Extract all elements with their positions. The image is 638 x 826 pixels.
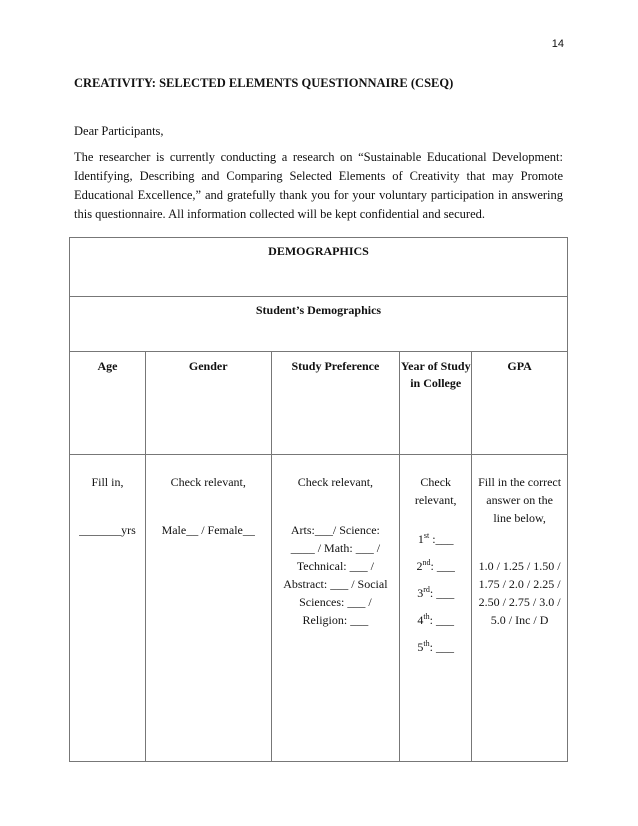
gpa-cell (472, 455, 568, 762)
gpa-column-header: GPA (472, 352, 568, 455)
age-cell (70, 455, 146, 762)
year-3-option[interactable] (400, 581, 471, 602)
study-preference-options[interactable]: Arts:___/ Science: ____ / Math: ___ / Technical: ___ / Abstract: ___ / Social Sciences: ___ / Religion: ___ (283, 523, 388, 627)
gender-instruction: Check relevant, (170, 475, 246, 489)
year-of-study-column-header: Year of Study in College (400, 352, 472, 455)
student-demographics-subheader: Student’s Demographics (70, 297, 568, 352)
gpa-options[interactable]: 1.0 / 1.25 / 1.50 / 1.75 / 2.0 / 2.25 / 2.50 / 2.75 / 3.0 / 5.0 / Inc / D (478, 559, 561, 627)
year-of-study-instruction: Check relevant, (414, 475, 457, 507)
greeting: Dear Participants, (74, 124, 164, 138)
study-preference-column-header: Study Preference (271, 352, 400, 455)
study-preference-instruction: Check relevant, (297, 475, 374, 489)
year-1-suffix: st (423, 531, 430, 540)
year-1-option[interactable] (400, 527, 471, 548)
study-preference-cell (271, 455, 400, 762)
intro-paragraph: The researcher is currently conducting a research on “Sustainable Educational Development: Identifying, Describing and Comparing Selected Elements of Creativity that may Promote Educational Excellence,” and gratefully thank you for your voluntary participation in answering this questionnaire. All information collected will be kept confidential and secured. (74, 150, 563, 221)
year-3-number: 3 (417, 586, 424, 600)
year-2-suffix: nd (422, 558, 431, 567)
year-2-number: 2 (416, 559, 423, 573)
year-2-blank: : ___ (430, 559, 455, 573)
gender-column-header: Gender (145, 352, 271, 455)
document-title: CREATIVITY: SELECTED ELEMENTS QUESTIONNAIRE (CSEQ) (74, 76, 454, 90)
demographics-header: DEMOGRAPHICS (70, 238, 568, 297)
year-2-option[interactable] (400, 554, 471, 575)
year-4-blank: : ___ (429, 613, 454, 627)
year-4-number: 4 (417, 613, 424, 627)
year-4-suffix: th (423, 612, 430, 621)
demographics-table (69, 237, 568, 762)
year-4-option[interactable] (400, 608, 471, 629)
page-number: 14 (551, 38, 564, 50)
year-3-suffix: rd (423, 585, 430, 594)
year-5-option[interactable] (400, 635, 471, 656)
gpa-instruction: Fill in the correct answer on the line below, (478, 475, 562, 525)
year-5-blank: : ___ (429, 640, 454, 654)
age-column-header: Age (70, 352, 146, 455)
age-instruction: Fill in, (91, 475, 124, 489)
year-1-number: 1 (417, 532, 424, 546)
year-1-blank: :___ (429, 532, 454, 546)
gender-cell (145, 455, 271, 762)
year-5-suffix: th (423, 639, 430, 648)
age-blank[interactable]: _______yrs (79, 523, 136, 537)
gender-options[interactable]: Male__ / Female__ (161, 523, 255, 537)
year-5-number: 5 (417, 640, 424, 654)
year-of-study-cell (400, 455, 472, 762)
year-3-blank: : ___ (429, 586, 455, 600)
